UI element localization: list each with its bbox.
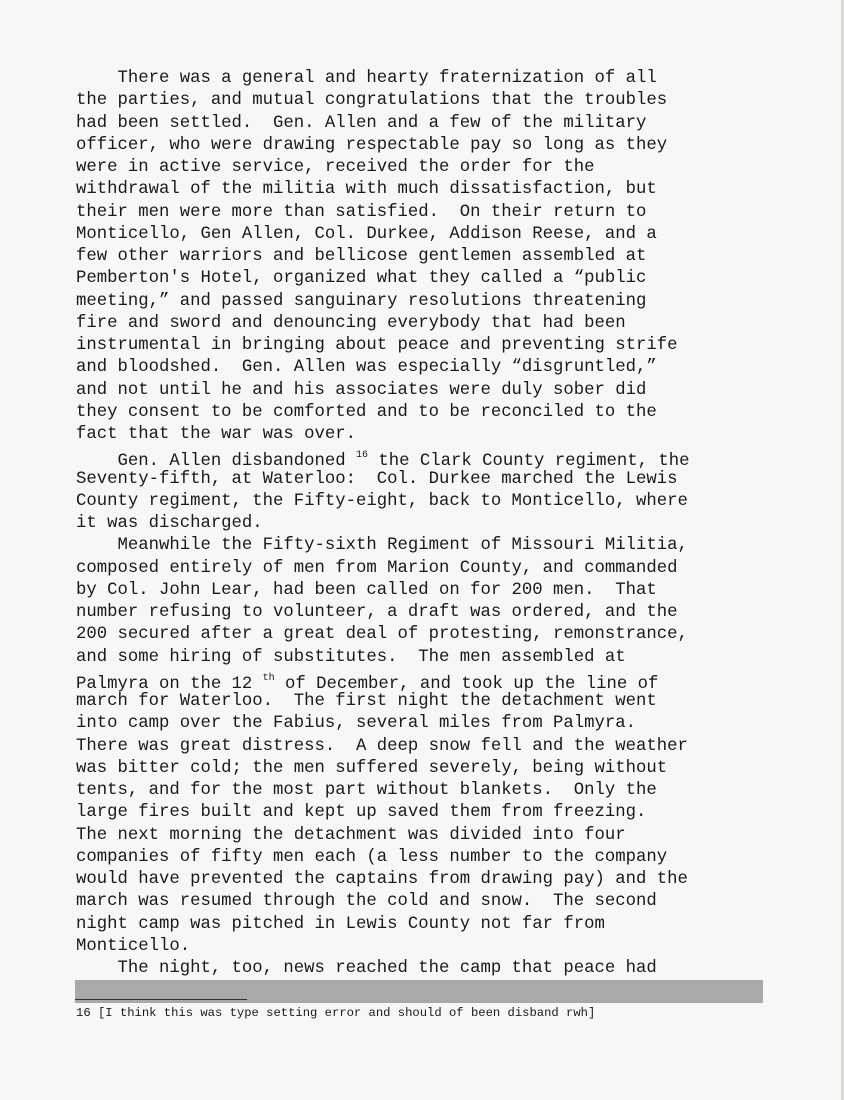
text-segment: Palmyra on the 12 (76, 674, 263, 694)
text-line: fact that the war was over. (76, 425, 357, 444)
text-line: and some hiring of substitutes. The men assembled at (76, 647, 626, 667)
text-line: large fires built and kept up saved them from freezing. (76, 803, 647, 823)
text-line: The night, too, news reached the camp that peace had (76, 959, 657, 978)
text-line: fire and sword and denouncing everybody that had been (76, 313, 626, 333)
text-line: County regiment, the Fifty-eight, back to Monticello, where (76, 491, 688, 511)
text-line: march for Waterloo. The first night the detachment went (76, 692, 657, 711)
footnote-rule (75, 999, 247, 1000)
text-segment: Gen. Allen disbandoned (76, 452, 357, 472)
text-line (76, 446, 766, 472)
text-line: had been settled. Gen. Allen and a few of the military (76, 113, 647, 133)
text-line (76, 669, 766, 694)
text-line: and bloodshed. Gen. Allen was especially “disgruntled,” (76, 358, 657, 378)
text-line: night camp was pitched in Lewis County not far from (76, 914, 605, 934)
text-line: was bitter cold; the men suffered severely, being without (76, 758, 668, 778)
superscript: 16 (356, 450, 369, 462)
text-line: the parties, and mutual congratulations that the troubles (76, 91, 668, 111)
text-line: Seventy-fifth, at Waterloo: Col. Durkee marched the Lewis (76, 469, 678, 489)
text-line: officer, who were drawing respectable pay so long as they (76, 135, 668, 155)
text-line: Pemberton's Hotel, organized what they called a “public (76, 269, 647, 289)
text-line: and not until he and his associates were duly sober did (76, 380, 647, 400)
text-line: There was great distress. A deep snow fell and the weather (76, 736, 688, 756)
footnote: 16 [I think this was type setting error and should of been disband rwh] (76, 1006, 596, 1020)
text-line: Monticello, Gen Allen, Col. Durkee, Addison Reese, and a (76, 224, 657, 244)
text-line: Meanwhile the Fifty-sixth Regiment of Missouri Militia, (76, 536, 688, 556)
text-line: instrumental in bringing about peace and preventing strife (76, 336, 678, 355)
text-line: would have prevented the captains from drawing pay) and the (76, 870, 688, 889)
text-segment: of December, and took up the line of (274, 674, 659, 694)
text-line: number refusing to volunteer, a draft was ordered, and the (76, 603, 678, 622)
text-line: tents, and for the most part without blankets. Only the (76, 781, 657, 800)
text-line: companies of fifty men each (a less number to the company (76, 847, 668, 867)
text-line: by Col. John Lear, had been called on for 200 men. That (76, 580, 657, 600)
text-segment: the Clark County regiment, the (368, 452, 690, 472)
text-line: The next morning the detachment was divided into four (76, 825, 626, 845)
text-line: their men were more than satisfied. On their return to (76, 202, 647, 222)
text-line: few other warriors and bellicose gentlemen assembled at (76, 247, 647, 266)
text-line: meeting,” and passed sanguinary resolutions threatening (76, 291, 647, 311)
text-line: There was a general and hearty fraternization of all (76, 69, 657, 88)
text-line: march was resumed through the cold and snow. The second (76, 892, 657, 912)
superscript: th (262, 672, 275, 684)
text-line: withdrawal of the militia with much dissatisfaction, but (76, 180, 657, 200)
text-line: it was discharged. (76, 514, 263, 533)
body-text (76, 68, 766, 980)
text-line: 200 secured after a great deal of protesting, remonstrance, (76, 625, 688, 645)
text-line: were in active service, received the order for the (76, 158, 595, 177)
text-line: they consent to be comforted and to be reconciled to the (76, 402, 657, 422)
text-line: into camp over the Fabius, several miles from Palmyra. (76, 714, 637, 734)
text-line: composed entirely of men from Marion County, and commanded (76, 558, 678, 578)
text-line: Monticello. (76, 936, 191, 956)
